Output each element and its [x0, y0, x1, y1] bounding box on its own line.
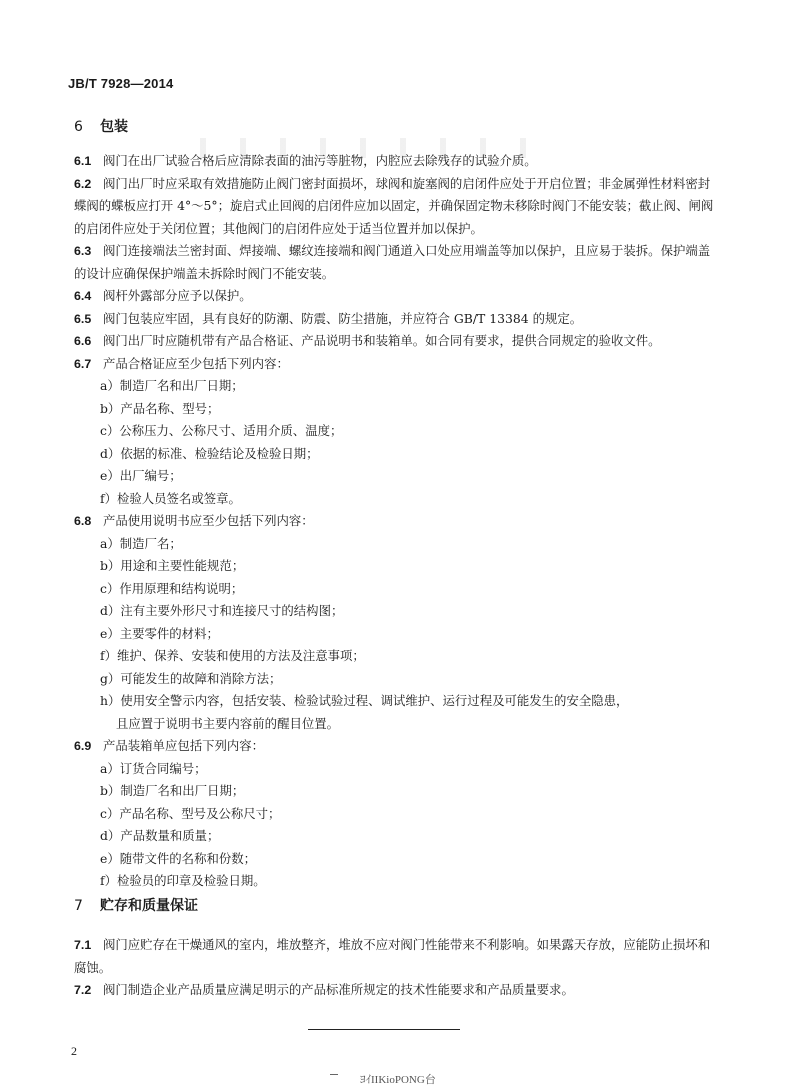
clause-text: 阀门应贮存在干燥通风的室内，堆放整齐，堆放不应对阀门性能带来不利影响。如果露天存放，应能防止损坏和腐蚀。 — [74, 937, 711, 975]
clause-7-2 — [74, 979, 714, 1002]
section-number: 6 — [74, 119, 83, 135]
clause-text: 阀门包装应牢固，具有良好的防潮、防震、防尘措施，并应符合 GB/T 13384 的规定。 — [103, 310, 583, 326]
list-item: c）产品名称、型号及公称尺寸； — [100, 805, 281, 821]
clause-text: 产品装箱单应包括下列内容： — [103, 738, 265, 753]
standard-header: JB/T 7928—2014 — [68, 76, 174, 91]
section-heading: 贮存和质量保证 — [100, 898, 198, 914]
list-item: b）制造厂名和出厂日期； — [100, 783, 245, 798]
clause-6-9 — [74, 735, 714, 758]
clause-number: 6.8 — [74, 514, 92, 528]
clause-6-4 — [74, 285, 714, 308]
clause-number: 6.6 — [74, 334, 92, 348]
clause-text: 阀门制造企业产品质量应满足明示的产品标准所规定的技术性能要求和产品质量要求。 — [103, 982, 574, 997]
list-item: b）产品名称、型号； — [100, 400, 220, 416]
list-item: f）检验员的印章及检验日期。 — [100, 873, 266, 888]
section-number: 7 — [74, 898, 83, 914]
list-item: f）检验人员签名或签章。 — [100, 490, 241, 506]
clause-number: 6.9 — [74, 739, 92, 753]
section-6-title — [74, 116, 128, 136]
list-item: a）制造厂名和出厂日期； — [100, 378, 244, 393]
clause-text: 阀门出厂时应随机带有产品合格证、产品说明书和装箱单。如合同有要求，提供合同规定的验收文件。 — [103, 333, 661, 348]
list-item: d）产品数量和质量； — [100, 828, 220, 843]
section-7-body — [74, 934, 714, 1002]
clause-number: 6.2 — [74, 176, 92, 191]
clause-text: 产品合格证应至少包括下列内容： — [103, 355, 289, 371]
clause-number: 6.4 — [74, 289, 92, 303]
clause-number: 6.3 — [74, 244, 92, 258]
clause-number: 7.1 — [74, 938, 92, 952]
clause-number: 7.2 — [74, 983, 92, 997]
clause-6-7 — [74, 353, 714, 376]
list-item-continuation: 且应置于说明书主要内容前的醒目位置。 — [116, 715, 340, 731]
list-item: b）用途和主要性能规范； — [100, 558, 245, 573]
list-item: f）维护、保养、安装和使用的方法及注意事项； — [100, 648, 365, 663]
clause-number: 6.5 — [74, 311, 92, 326]
clause-text: 阀门出厂时应采取有效措施防止阀门密封面损坏，球阀和旋塞阀的启闭件应处于开启位置；非金属弹性材料密封蝶阀的蝶板应打开 4°～5°；旋启式止回阀的启闭件应加以固定，并确保固定物未移除时阀门不能安装；截止阀、闸阀的启闭件应处于关闭位置；其他阀门的启闭件应处于适当位置并加以保护。 — [74, 175, 714, 236]
clause-6-1 — [74, 150, 714, 173]
clause-7-1 — [74, 934, 714, 979]
footer-stamp: ﾖｲIIKioPONG台 — [360, 1074, 436, 1086]
list-item: e）随带文件的名称和份数； — [100, 850, 257, 866]
list-item: a）制造厂名； — [100, 535, 182, 551]
clause-number: 6.1 — [74, 154, 92, 168]
list-item: d）依据的标准、检验结论及检验日期； — [100, 445, 319, 461]
clause-text: 产品使用说明书应至少包括下列内容： — [103, 513, 314, 528]
section-6-body — [74, 150, 714, 893]
clause-text: 阀杆外露部分应予以保护。 — [103, 288, 252, 303]
list-item: g）可能发生的故障和消除方法； — [100, 670, 282, 686]
clause-6-3 — [74, 240, 714, 285]
section-7-title — [74, 895, 198, 915]
clause-6-8 — [74, 510, 714, 533]
list-item: d）注有主要外形尺寸和连接尺寸的结构图； — [100, 603, 344, 618]
page-number: 2 — [71, 1044, 77, 1058]
list-item: e）出厂编号； — [100, 468, 182, 483]
list-item: a）订货合同编号； — [100, 760, 207, 776]
footer-dash — [330, 1074, 338, 1075]
clause-number: 6.7 — [74, 356, 92, 371]
list-item: h）使用安全警示内容，包括安装、检验试验过程、调试维护、运行过程及可能发生的安全隐患， — [100, 693, 629, 708]
section-heading: 包装 — [100, 119, 128, 135]
list-item: e）主要零件的材料； — [100, 625, 219, 641]
list-item: c）公称压力、公称尺寸、适用介质、温度； — [100, 423, 343, 438]
list-item: c）作用原理和结构说明； — [100, 580, 244, 596]
clause-6-6 — [74, 330, 714, 353]
clause-text: 阀门连接端法兰密封面、焊接端、螺纹连接端和阀门通道入口处应用端盖等加以保护，且应易于装拆。保护端盖的设计应确保保护端盖未拆除时阀门不能安装。 — [74, 243, 711, 281]
clause-6-2 — [74, 173, 714, 241]
end-rule — [308, 1029, 460, 1030]
clause-6-5 — [74, 308, 714, 331]
clause-text: 阀门在出厂试验合格后应清除表面的油污等脏物，内腔应去除残存的试验介质。 — [103, 153, 537, 168]
